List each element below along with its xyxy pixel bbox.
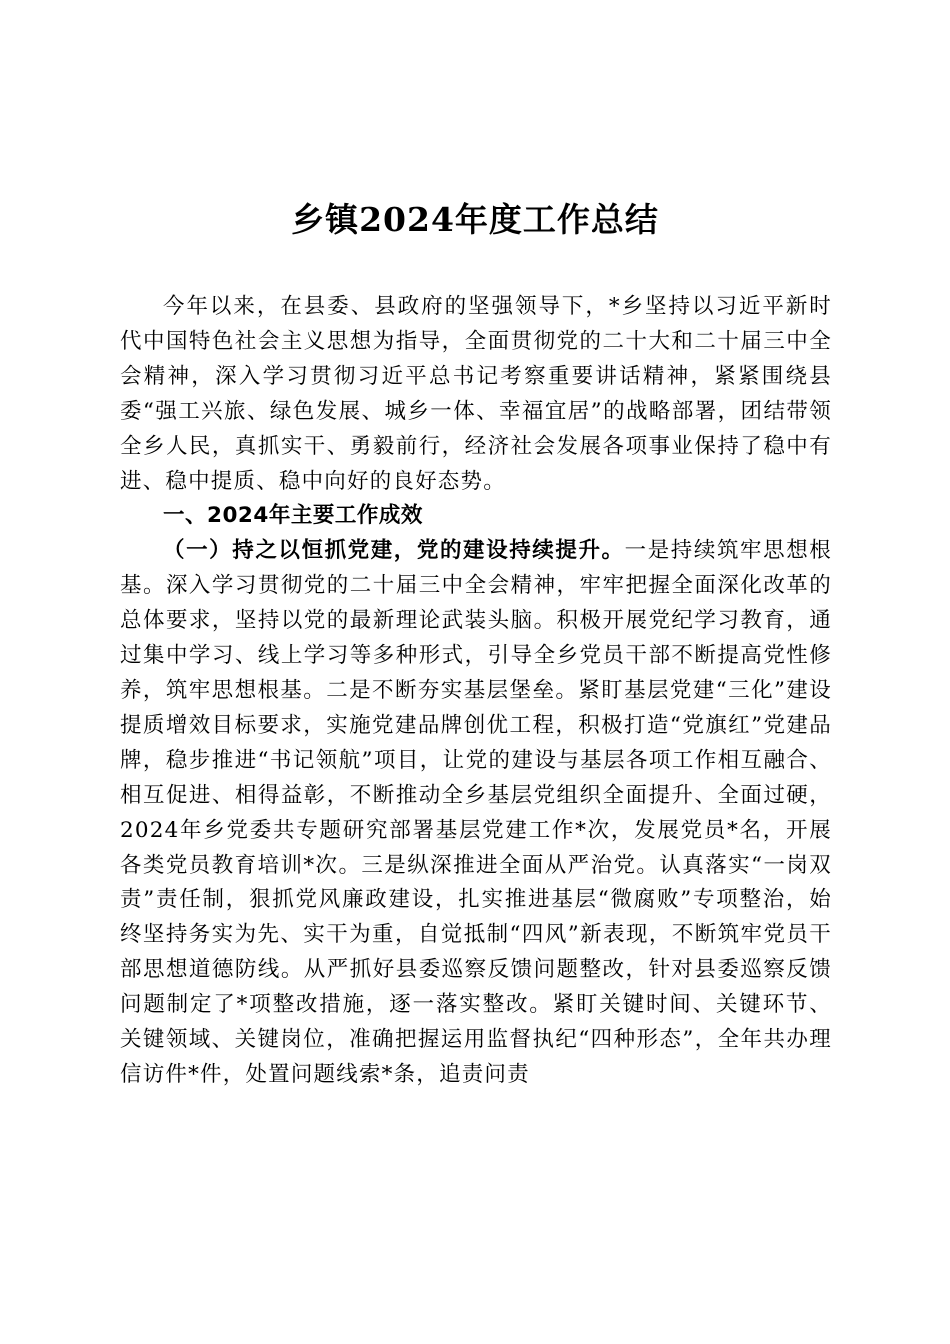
- section-heading: 一、2024年主要工作成效: [163, 503, 423, 529]
- subsection-paragraph: [120, 534, 832, 1093]
- document-body: [120, 290, 832, 1093]
- intro-paragraph: 今年以来，在县委、县政府的坚强领导下，*乡坚持以习近平新时代中国特色社会主义思想为指导，全面贯彻党的二十大和二十届三中全会精神，深入学习贯彻习近平总书记考察重要讲话精神，紧紧围绕县委“强工兴旅、绿色发展、城乡一体、幸福宜居”的战略部署，团结带领全乡人民，真抓实干、勇毅前行，经济社会发展各项事业保持了稳中有进、稳中提质、稳中向好的良好态势。: [120, 294, 832, 494]
- document-title: 乡镇2024年度工作总结: [291, 200, 659, 239]
- subsection-heading: （一）持之以恒抓党建，党的建设持续提升。: [163, 538, 625, 564]
- subsection-body: 一是持续筑牢思想根基。深入学习贯彻党的二十届三中全会精神，牢牢把握全面深化改革的总体要求，坚持以党的最新理论武装头脑。积极开展党纪学习教育，通过集中学习、线上学习等多种形式，引导全乡党员干部不断提高党性修养，筑牢思想根基。二是不断夯实基层堡垒。紧盯基层党建“三化”建设提质增效目标要求，实施党建品牌创优工程，积极打造“党旗红”党建品牌，稳步推进“书记领航”项目，让党的建设与基层各项工作相互融合、相互促进、相得益彰，不断推动全乡基层党组织全面提升、全面过硬，2024年乡党委共专题研究部署基层党建工作*次，发展党员*名，开展各类党员教育培训*次。三是纵深推进全面从严治党。认真落实“一岗双责”责任制，狠抓党风廉政建设，扎实推进基层“微腐败”专项整治，始终坚持务实为先、实干为重，自觉抵制“四风”新表现，不断筑牢党员干部思想道德防线。从严抓好县委巡察反馈问题整改，针对县委巡察反馈问题制定了*项整改措施，逐一落实整改。紧盯关键时间、关键环节、关键领域、关键岗位，准确把握运用监督执纪“四种形态”，全年共办理信访件*件，处置问题线索*条，追责问责: [120, 538, 832, 1087]
